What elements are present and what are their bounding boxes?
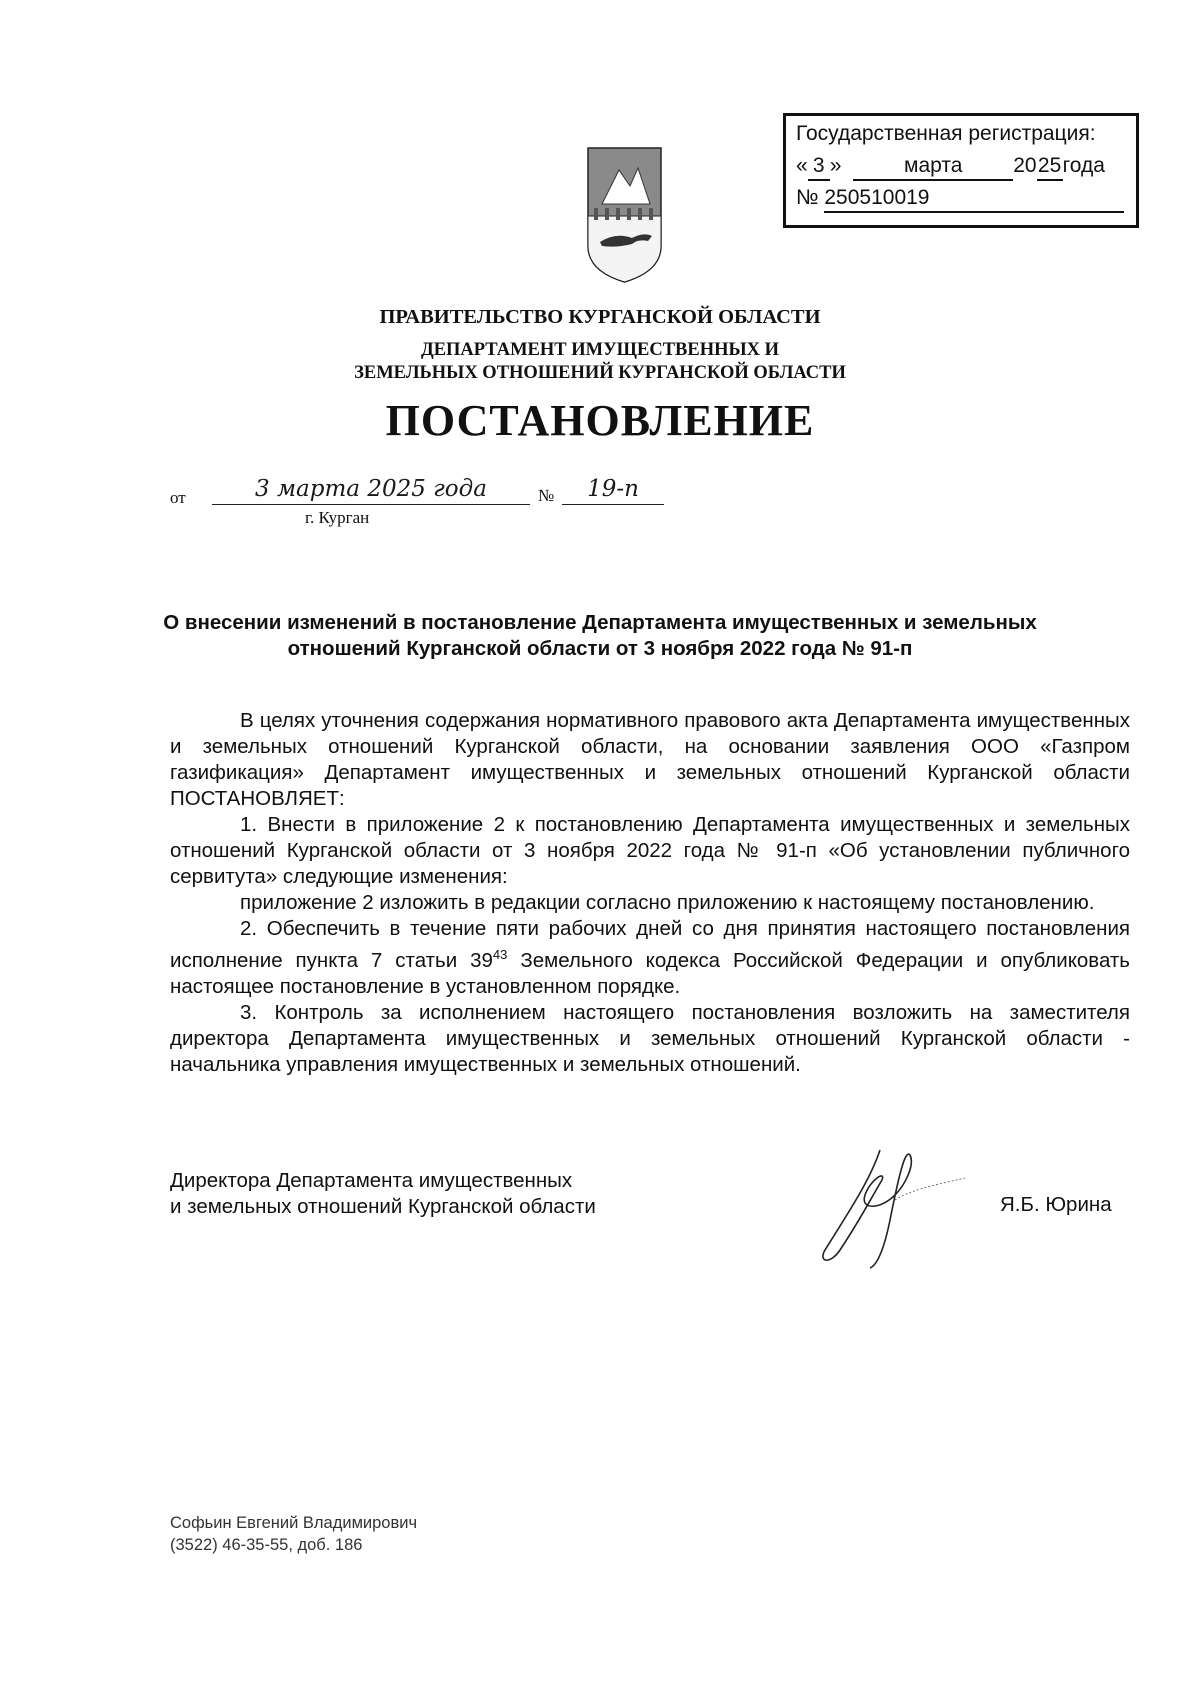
- body-paragraph-item2: [170, 916, 1130, 1000]
- dateline: [170, 476, 670, 527]
- registration-stamp: [783, 113, 1139, 228]
- body-paragraph-item3: 3. Контроль за исполнением настоящего постановления возложить на заместителя директора Департамента имущественных и земельных отношений Курганской области - начальника управления имущественных и земельных отношений.: [170, 1000, 1130, 1076]
- registration-year-suffix: 25: [1037, 153, 1063, 181]
- government-name: ПРАВИТЕЛЬСТВО КУРГАНСКОЙ ОБЛАСТИ: [379, 306, 821, 328]
- registration-day: 3: [808, 153, 830, 181]
- date-handwritten: 3 марта 2025 года: [212, 474, 530, 505]
- registration-date: « 3 » марта 2025года: [796, 150, 1126, 182]
- registration-title: Государственная регистрация:: [796, 122, 1096, 145]
- signatory-title-line2: и земельных отношений Курганской области: [170, 1195, 596, 1218]
- signatory-name: Я.Б. Юрина: [1000, 1193, 1112, 1216]
- number-handwritten: 19-п: [562, 474, 664, 505]
- registration-month: марта: [853, 153, 1013, 181]
- signatory-title-line1: Директора Департамента имущественных: [170, 1169, 573, 1192]
- body-paragraph-item1: 1. Внести в приложение 2 к постановлению Департамента имущественных и земельных отношений Курганской области от 3 ноября 2022 года № 91-п «Об установлении публичного сервитута» следующие изменения:: [170, 813, 1130, 888]
- executor-name: Софьин Евгений Владимирович: [170, 1514, 418, 1532]
- handwritten-signature: [810, 1140, 970, 1270]
- executor-phone: (3522) 46-35-55, доб. 186: [170, 1536, 363, 1554]
- document-type-title: ПОСТАНОВЛЕНИЕ: [385, 396, 815, 445]
- executor-info: [170, 1512, 417, 1556]
- department-name-line2: ЗЕМЕЛЬНЫХ ОТНОШЕНИЙ КУРГАНСКОЙ ОБЛАСТИ: [354, 363, 846, 383]
- registration-number: 250510019: [824, 185, 1124, 213]
- coat-of-arms-emblem: [586, 146, 663, 284]
- body-paragraph-item1-detail: приложение 2 изложить в редакции согласно приложению к настоящему постановлению.: [240, 891, 1095, 914]
- document-body: [170, 708, 1130, 1078]
- registration-number-label: №: [796, 186, 819, 209]
- item2-text-after: Земельного кодекса Российской Федерации и опубликовать настоящее постановление в установленном порядке.: [170, 948, 1130, 998]
- document-subject: О внесении изменений в постановление Департамента имущественных и земельных отношений Курганской области от 3 ноября 2022 года № 91-п: [163, 611, 1037, 660]
- registration-year-word: года: [1062, 154, 1105, 177]
- registration-number-line: [796, 182, 1126, 214]
- department-name-line1: ДЕПАРТАМЕНТ ИМУЩЕСТВЕННЫХ И: [420, 340, 780, 360]
- from-label: от: [170, 488, 186, 507]
- item2-text-before: 2. Обеспечить в течение пяти рабочих дней со дня принятия настоящего постановления исполнение пункта 7 статьи 39: [170, 917, 1130, 972]
- item2-superscript: 43: [492, 947, 508, 962]
- body-paragraph-preamble: В целях уточнения содержания нормативного правового акта Департамента имущественных и земельных отношений Курганской области, на основании заявления ООО «Газпром газификация» Департамент имущественных и земельных отношений Курганской области ПОСТАНОВЛЯЕТ:: [170, 709, 1130, 810]
- registration-year-prefix: 20: [1013, 154, 1037, 177]
- city: г. Курган: [305, 508, 370, 527]
- signatory-title: [170, 1168, 596, 1220]
- number-label: №: [538, 486, 555, 505]
